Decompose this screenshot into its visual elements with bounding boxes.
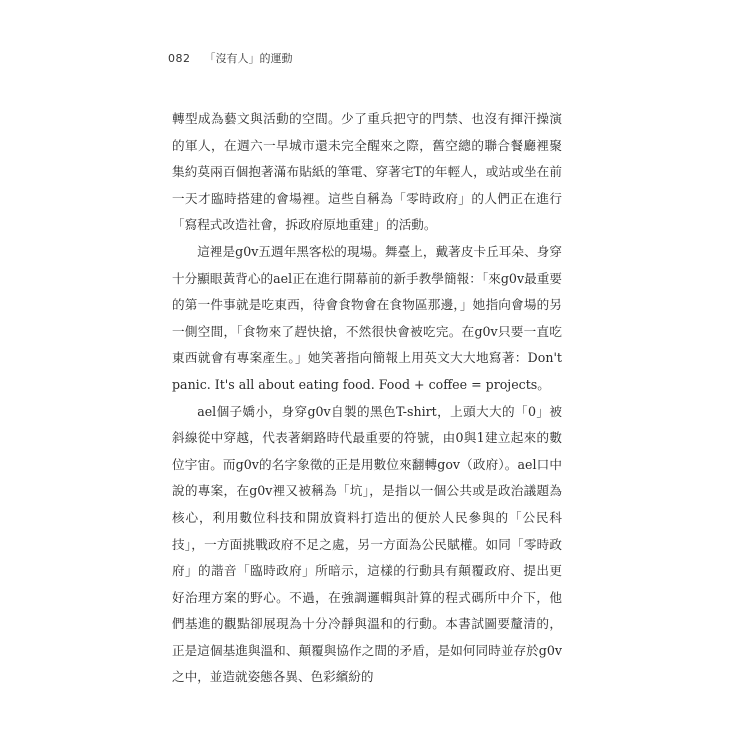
page-number: 082 <box>168 52 191 65</box>
page-header <box>168 50 293 66</box>
paragraph-2: 這裡是g0v五週年黑客松的現場。舞臺上，戴著皮卡丘耳朵、身穿十分顯眼黃背心的ael正在進行開幕前的新手教學簡報：「來g0v最重要的第一件事就是吃東西，待會食物會在食物區那邊，」她指向會場的另一側空間，「食物來了趕快搶，不然很快會被吃完。在g0v只要一直吃東西就會有專案產生。」她笑著指向簡報上用英文大大地寫著：Don't panic. It's all about eating food. Food + coffee = projects。 <box>172 243 562 392</box>
paragraph-1: 轉型成為藝文與活動的空間。少了重兵把守的門禁、也沒有揮汗操演的軍人，在週六一早城市還未完全醒來之際，舊空總的聯合餐廳裡聚集約莫兩百個抱著滿布貼紙的筆電、穿著宅T的年輕人，或站或坐在前一天才臨時搭建的會場裡。這些自稱為「零時政府」的人們正在進行「寫程式改造社會，拆政府原地重建」的活動。 <box>172 111 562 233</box>
paragraph-3: ael個子嬌小，身穿g0v自製的黑色T-shirt，上頭大大的「0」被斜線從中穿越，代表著網路時代最重要的符號，由0與1建立起來的數位宇宙。而g0v的名字象徵的正是用數位來翻轉gov（政府）。ael口中說的專案，在g0v裡又被稱為「坑」，是指以一個公共或是政治議題為核心，利用數位科技和開放資料打造出的便於人民參與的「公民科技」，一方面挑戰政府不足之處，另一方面為公民賦權。如同「零時政府」的諧音「臨時政府」所暗示，這樣的行動具有顛覆政府、提出更好治理方案的野心。不過，在強調邏輯與計算的程式碼所中介下，他們基進的觀點卻展現為十分冷靜與溫和的行動。本書試圖要釐清的，正是這個基進與溫和、顛覆與協作之間的矛盾，是如何同時並存於g0v之中，並造就姿態各異、色彩繽紛的 <box>172 403 562 685</box>
running-title: 「沒有人」的運動 <box>204 52 293 65</box>
body-text <box>172 106 562 691</box>
